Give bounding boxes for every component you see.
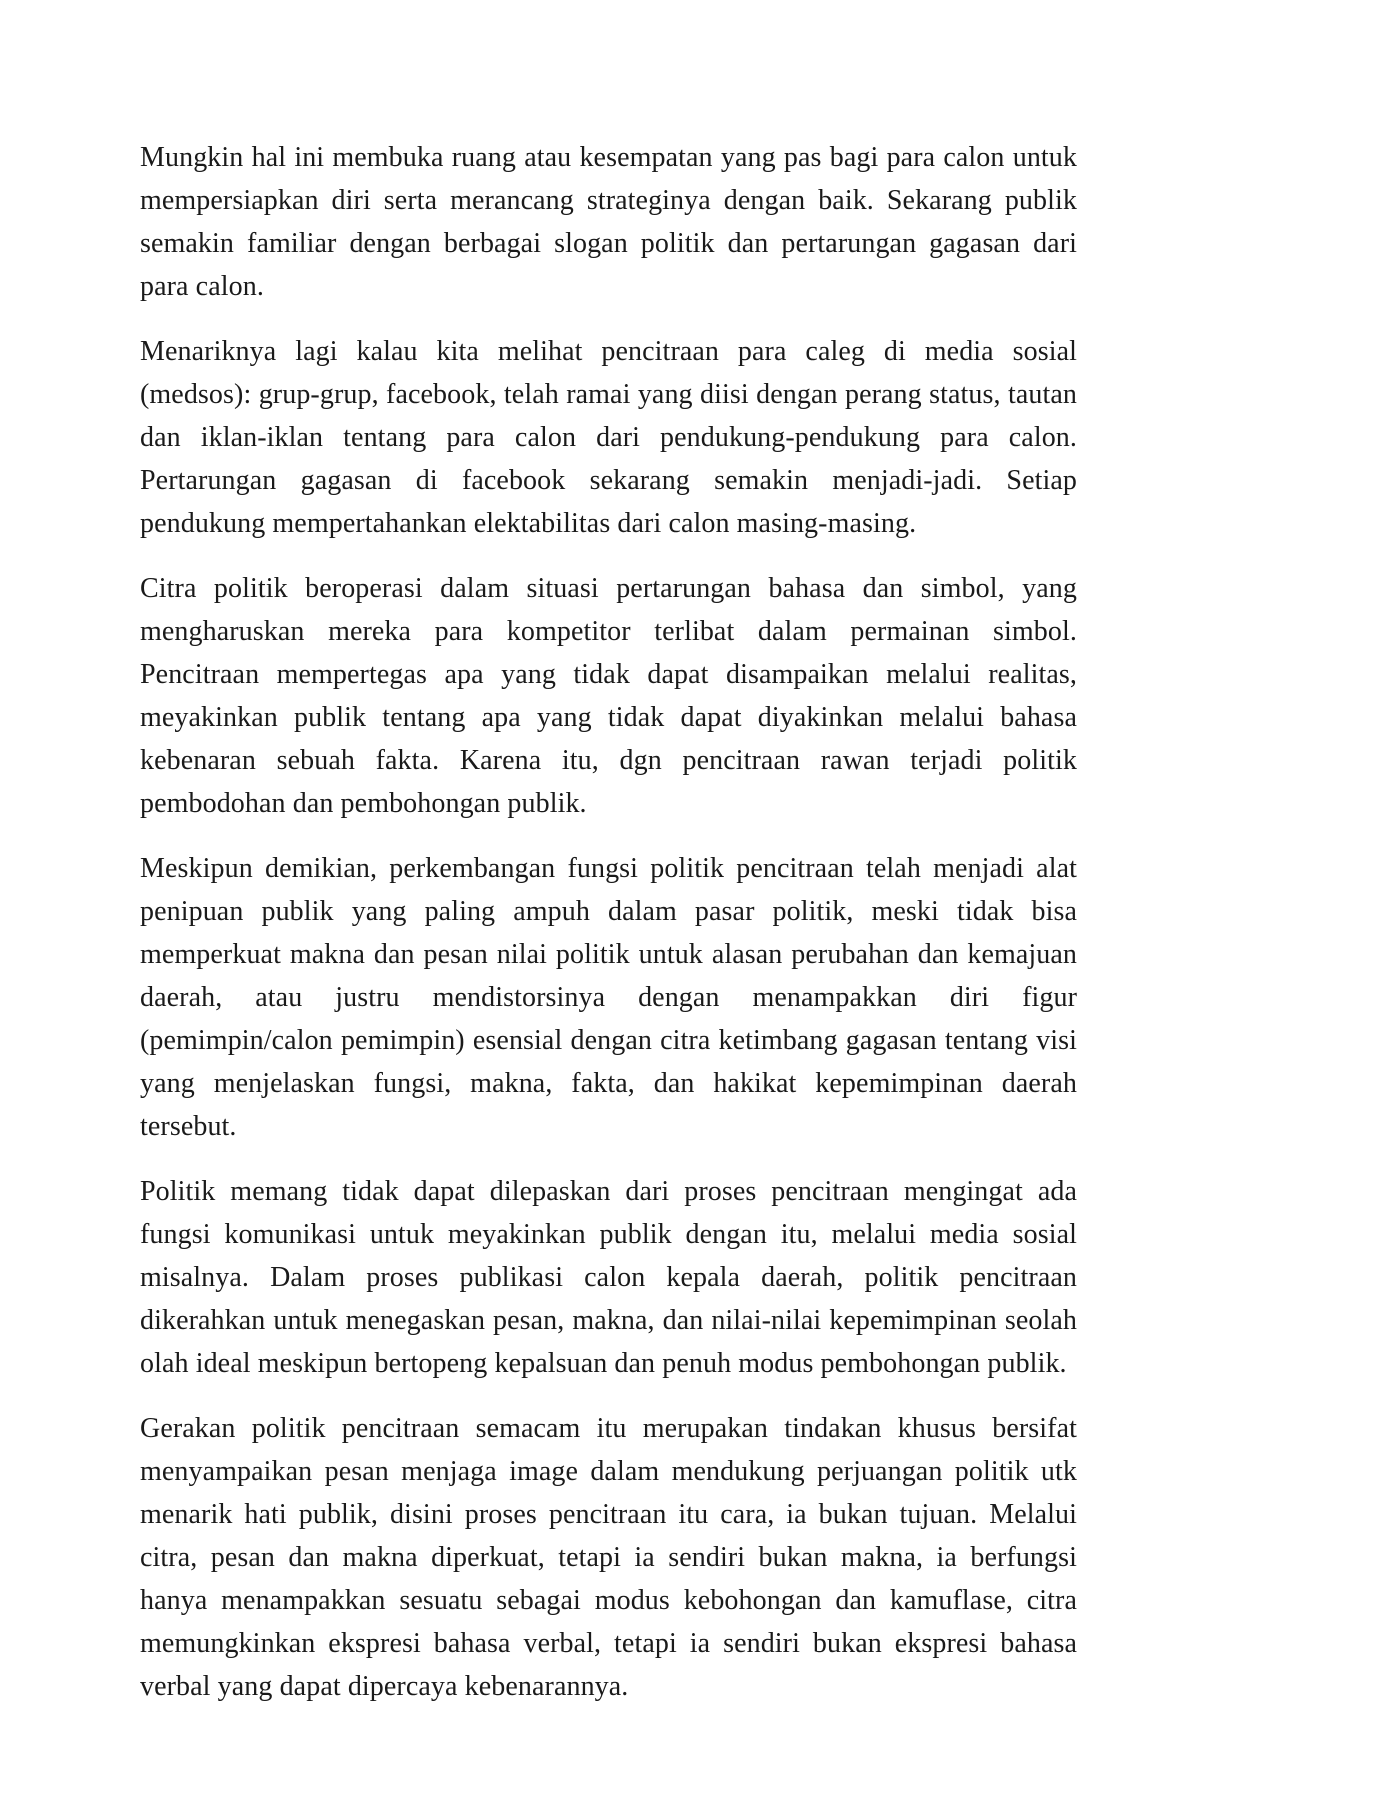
paragraph-1: Mungkin hal ini membuka ruang atau kesempatan yang pas bagi para calon untuk mempersiapkan diri serta merancang strateginya dengan baik. Sekarang publik semakin familiar dengan berbagai slogan politik dan pertarungan gagasan dari para calon. (140, 142, 1077, 302)
paragraph-5: Politik memang tidak dapat dilepaskan dari proses pencitraan mengingat ada fungsi komunikasi untuk meyakinkan publik dengan itu, melalui media sosial misalnya. Dalam proses publikasi calon kepala daerah, politik pencitraan dikerahkan untuk menegaskan pesan, makna, dan nilai-nilai kepemimpinan seolah olah ideal meskipun bertopeng kepalsuan dan penuh modus pembohongan publik. (140, 1176, 1077, 1379)
paragraph-4: Meskipun demikian, perkembangan fungsi politik pencitraan telah menjadi alat penipuan publik yang paling ampuh dalam pasar politik, meski tidak bisa memperkuat makna dan pesan nilai politik untuk alasan perubahan dan kemajuan daerah, atau justru mendistorsinya dengan menampakkan diri figur (pemimpin/calon pemimpin) esensial dengan citra ketimbang gagasan tentang visi yang menjelaskan fungsi, makna, fakta, dan hakikat kepemimpinan daerah tersebut. (140, 853, 1077, 1142)
paragraph-6: Gerakan politik pencitraan semacam itu merupakan tindakan khusus bersifat menyampaikan pesan menjaga image dalam mendukung perjuangan politik utk menarik hati publik, disini proses pencitraan itu cara, ia bukan tujuan. Melalui citra, pesan dan makna diperkuat, tetapi ia sendiri bukan makna, ia berfungsi hanya menampakkan sesuatu sebagai modus kebohongan dan kamuflase, citra memungkinkan ekspresi bahasa verbal, tetapi ia sendiri bukan ekspresi bahasa verbal yang dapat dipercaya kebenarannya. (140, 1413, 1077, 1702)
paragraph-2: Menariknya lagi kalau kita melihat pencitraan para caleg di media sosial (medsos): grup-grup, facebook, telah ramai yang diisi dengan perang status, tautan dan iklan-iklan tentang para calon dari pendukung-pendukung para calon. Pertarungan gagasan di facebook sekarang semakin menjadi-jadi. Setiap pendukung mempertahankan elektabilitas dari calon masing-masing. (140, 336, 1077, 539)
paragraph-3: Citra politik beroperasi dalam situasi pertarungan bahasa dan simbol, yang mengharuskan mereka para kompetitor terlibat dalam permainan simbol. Pencitraan mempertegas apa yang tidak dapat disampaikan melalui realitas, meyakinkan publik tentang apa yang tidak dapat diyakinkan melalui bahasa kebenaran sebuah fakta. Karena itu, dgn pencitraan rawan terjadi politik pembodohan dan pembohongan publik. (140, 573, 1077, 819)
